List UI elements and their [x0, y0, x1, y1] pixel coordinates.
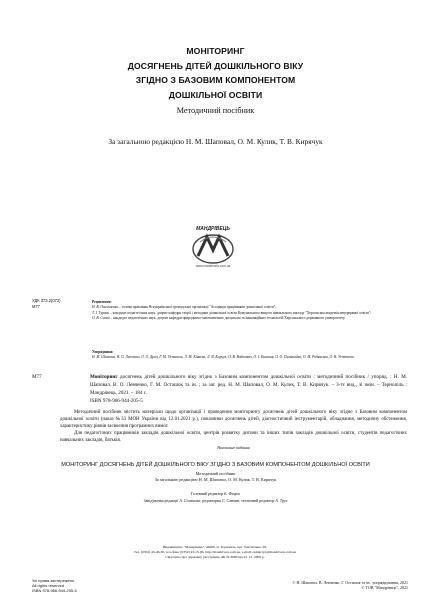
logo-text: МАНДРІВЕЦЬ: [196, 226, 230, 232]
copyright-block: [243, 580, 408, 591]
catalog-isbn: ISBN 978-966-944-205-5: [90, 397, 143, 404]
address-line: Тел. (0352) 43-46-30, тел./факс (0352) 43-15-06, http://mandrivets.com.ua, e-mail: redakciya@mandrivets.com.ua: [133, 549, 297, 554]
compilers-block: [92, 350, 402, 361]
meta-line: За загальною редакцією Н. М. Шаповал, О. М. Кулик, Т. В. Кирячук: [154, 477, 277, 482]
compilers-heading: Упорядники:: [92, 350, 114, 354]
reviewers-heading: Рецензенти:: [92, 300, 112, 304]
copyright-line: © Н. Шаповал, В. Левченко, Г. Осташок та ін., упорядкування, 2021: [292, 580, 408, 585]
reviewer-text: – кандидат педагогічних наук, доцент кафедри природничо-математичних дисциплін та інноваційних технологій Херсонського державного університету.: [109, 316, 346, 321]
publisher-logo: [180, 222, 246, 268]
address-line: Видавництво "Мандрівець", 46400, м. Тернопіль, вул. Текстильна, 28,: [163, 545, 267, 549]
staff-name: А. Семенова: [179, 498, 201, 504]
meta-line: Методичний посібник: [195, 471, 236, 476]
reviewer-name: Н. В. Омельченко: [92, 305, 119, 310]
udk-line: УДК 373.2(072): [32, 298, 61, 303]
rights-line: All rights reserved: [32, 583, 65, 588]
publication-meta: [0, 471, 431, 483]
abstract-paragraph: Для педагогічних працівників закладів дошкільної освіти, центрів розвитку дитини та інших типів закладів дошкільної освіти, студентів педагогічних навчальних закладів, батьків.: [60, 430, 407, 443]
compilers-list: Н. М. Шаповал, В. О. Левченко, О. О. Драч, Г. М. Осташок, Л. М. Кінаєва, Л. Я. Карчук, О. В. Войтович, О. І. Княгиня, О. О. Пильтайко, О. М. Радянська, О. В. Устюхова.: [92, 355, 355, 360]
reviewers-block: [92, 300, 402, 322]
reviewer-item: [92, 316, 402, 321]
editorial-staff: [0, 490, 431, 504]
reviewer-text: – кандидат педагогічних наук, доцент кафедри теорії і методики дошкільної освіти Комунального вищого навчального закладу "Херсонська академія неперервної освіти";: [109, 310, 372, 315]
copyright-line: © ТОВ "Мандрівець", 2021: [361, 585, 408, 591]
rights-block: [32, 578, 77, 593]
full-title: МОНІТОРИНГ ДОСЯГНЕНЬ ДІТЕЙ ДОШКІЛЬНОГО ВІКУ ЗГІДНО З БАЗОВИМ КОМПОНЕНТОМ ДОШКІЛЬНОЇ ОСВІТИ: [61, 462, 370, 468]
address-line: Свідоцтво про державну реєстрацію ДК № 3690 від 25. 12. 2009 р.: [165, 554, 265, 559]
logo-url: www.mandrivets.com.ua: [195, 264, 231, 268]
staff-rest: , редакторка С. Савчин, технічний редактор: [200, 498, 276, 504]
title-line: ДОШКІЛЬНОЇ ОСВІТИ: [168, 89, 263, 100]
title-line: МОНІТОРИНГ: [186, 46, 245, 56]
catalog-text: досягнень дітей дошкільного віку згідно з Базовим компонентом дошкільної освіти : методичний посібник / упоряд. : Н. М. Шаповал, В. О. Левченко, Г. М. Осташок та ін. ; за заг. ред. Н. М. Шаповал, О. М. Кулик, Т. В. Кирячук. – 3-тє вид., зі змін. – Тернопіль : Мандрівець, 2021. – 184 с.: [90, 374, 407, 396]
abstract-paragraph: Методичний посібник містить матеріали щодо організації і проведення моніторингу досягнень дітей дошкільного віку згідно з Базовим компонентом дошкільної освіти (наказ №33 МОН України від 12.01.2021 р.), показники досягнень дітей, діагностичний інструментарій, обладнання, методичну обстеження, характеристику рівнів засвоєння програмних вимог.: [60, 410, 407, 429]
book-subtitle: Методичний посібник: [176, 106, 255, 115]
catalog-title-word: Моніторинг: [90, 374, 118, 380]
staff-role: Головний редактор: [190, 491, 225, 496]
catalog-entry: [32, 374, 407, 406]
publisher-address: [80, 545, 350, 559]
rights-line: ISBN 978-966-944-205-5: [32, 588, 77, 593]
edition-note: Навчальне видання: [217, 444, 250, 450]
rights-line: Усі права застережено: [32, 578, 75, 583]
catalog-body: [90, 374, 407, 406]
editors-line: За загальною редакцією Н. М. Шаповал, О. М. Кулик, Т. В. Кирячук: [108, 137, 323, 146]
udk-line: М77: [32, 304, 40, 309]
staff-name: А. Трух: [275, 498, 288, 504]
title-line: ДОСЯГНЕНЬ ДІТЕЙ ДОШКІЛЬНОГО ВІКУ: [127, 60, 304, 71]
staff-line: [0, 497, 431, 504]
book-title: [0, 44, 431, 102]
udk-codes: [32, 298, 61, 310]
reviewer-text: – голова правління Всеукраїнської громадської організації "Асоціація працівників дошкільної освіти";: [118, 305, 277, 310]
abstract: [60, 410, 407, 451]
publisher-logo-icon: [180, 222, 246, 268]
catalog-code: М77: [32, 374, 42, 380]
staff-line: [0, 490, 431, 497]
staff-role: Завідувачка редакції: [143, 498, 180, 504]
reviewer-name: О. В. Саєва: [92, 316, 110, 321]
staff-name: Б. Фецюк: [224, 491, 241, 496]
title-line: ЗГІДНО З БАЗОВИМ КОМПОНЕНТОМ: [135, 75, 296, 86]
reviewer-name: Т. І. Турчин: [92, 310, 110, 315]
